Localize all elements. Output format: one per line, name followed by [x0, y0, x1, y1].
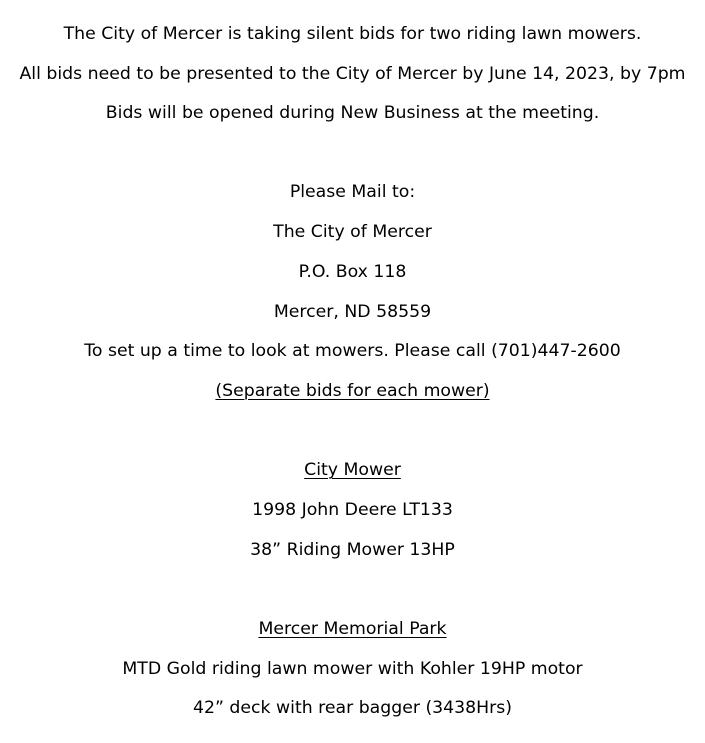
- separate-bids-row: [0, 380, 705, 402]
- intro-line-2: All bids need to be presented to the City of Mercer by June 14, 2023, by 7pm: [19, 64, 686, 84]
- city-mower-detail-2: 38” Riding Mower 13HP: [250, 540, 455, 560]
- mail-city-state-zip: Mercer, ND 58559: [273, 302, 432, 322]
- city-mower-detail-1: 1998 John Deere LT133: [252, 500, 453, 520]
- intro-line-1: The City of Mercer is taking silent bids for two riding lawn mowers.: [63, 24, 642, 44]
- park-mower-detail-1: MTD Gold riding lawn mower with Kohler 19HP motor: [122, 659, 583, 679]
- park-mower-heading: Mercer Memorial Park: [258, 619, 447, 639]
- contact-line: To set up a time to look at mowers. Please call (701)447-2600: [84, 341, 621, 361]
- park-mower-detail-2: 42” deck with rear bagger (3438Hrs): [192, 698, 513, 718]
- city-mower-heading: City Mower: [304, 460, 401, 480]
- mail-heading: Please Mail to:: [289, 182, 416, 202]
- separate-bids-note: (Separate bids for each mower): [215, 381, 490, 401]
- mail-name: The City of Mercer: [273, 222, 432, 242]
- city-mower-heading-row: [0, 459, 705, 481]
- mail-po-box: P.O. Box 118: [298, 262, 407, 282]
- intro-line-3: Bids will be opened during New Business at the meeting.: [105, 103, 600, 123]
- park-mower-heading-row: [0, 618, 705, 640]
